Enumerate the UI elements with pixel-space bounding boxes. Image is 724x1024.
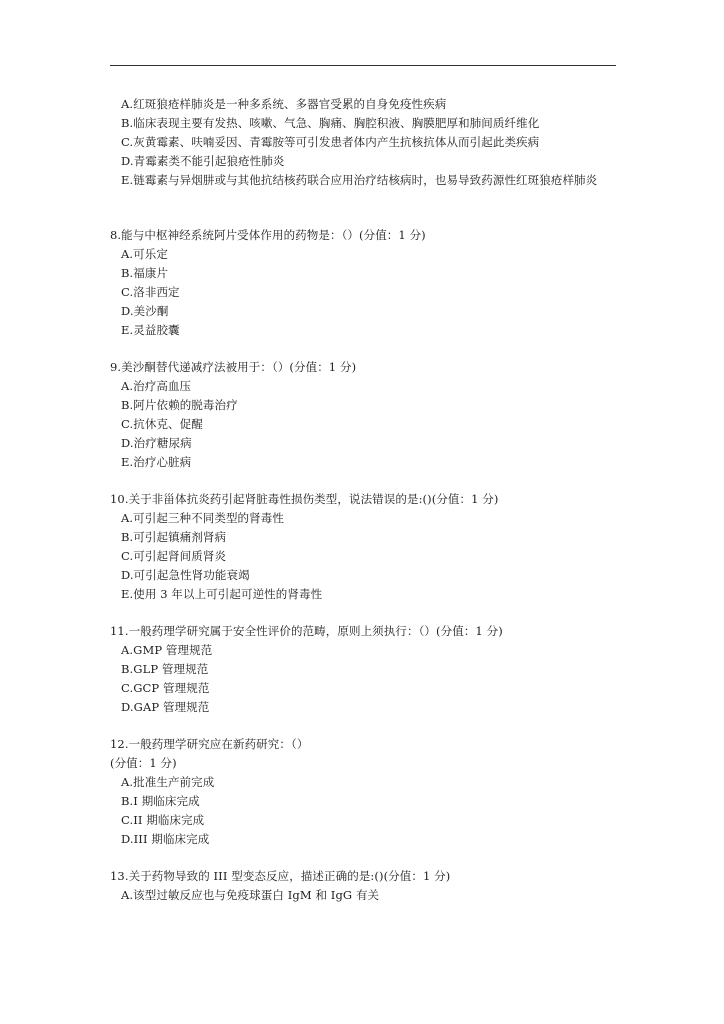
option-a: A.GMP 管理规范 <box>121 643 213 657</box>
option-e: E.使用 3 年以上可引起可逆性的肾毒性 <box>121 587 323 601</box>
question-stem: 13.关于药物导致的 III 型变态反应，描述正确的是:()(分值：1 分) <box>110 869 451 883</box>
option-a: A.批准生产前完成 <box>121 775 215 789</box>
question-12 <box>110 735 620 849</box>
option-e: E.灵益胶囊 <box>121 323 180 337</box>
question-8 <box>110 226 620 340</box>
document-body <box>110 95 620 905</box>
question-10 <box>110 490 620 604</box>
option-c: C.灰黄霉素、呋喃妥因、青霉胺等可引发患者体内产生抗核抗体从而引起此类疾病 <box>121 135 540 149</box>
option-d: D.青霉素类不能引起狼疮性肺炎 <box>121 154 285 168</box>
question-score: (分值：1 分) <box>110 756 177 770</box>
option-c: C.洛非西定 <box>121 285 180 299</box>
option-a: A.治疗高血压 <box>121 379 192 393</box>
question-stem: 10.关于非甾体抗炎药引起肾脏毒性损伤类型，说法错误的是:()(分值：1 分) <box>110 492 499 506</box>
option-a: A.可乐定 <box>121 247 168 261</box>
option-b: B.I 期临床完成 <box>121 794 200 808</box>
question-9 <box>110 358 620 472</box>
option-d: D.GAP 管理规范 <box>121 700 210 714</box>
option-a: A.该型过敏反应也与免疫球蛋白 IgM 和 IgG 有关 <box>121 888 380 902</box>
option-c: C.II 期临床完成 <box>121 813 205 827</box>
option-a: A.红斑狼疮样肺炎是一种多系统、多器官受累的自身免疫性疾病 <box>121 97 447 111</box>
option-b: B.阿片依赖的脱毒治疗 <box>121 398 238 412</box>
option-b: B.临床表现主要有发热、咳嗽、气急、胸痛、胸腔积液、胸膜肥厚和肺间质纤维化 <box>121 116 540 130</box>
option-b: B.GLP 管理规范 <box>121 662 209 676</box>
question-stem: 12.一般药理学研究应在新药研究：（） <box>110 737 309 751</box>
option-b: B.福康片 <box>121 266 169 280</box>
option-c: C.GCP 管理规范 <box>121 681 210 695</box>
question-13 <box>110 867 620 905</box>
prev-question-options <box>110 95 620 190</box>
header-rule <box>110 65 616 66</box>
option-e: E.治疗心脏病 <box>121 455 192 469</box>
option-d: D.III 期临床完成 <box>121 832 210 846</box>
question-stem: 11.一般药理学研究属于安全性评价的范畴，原则上须执行：（）(分值：1 分) <box>110 624 503 638</box>
option-e-text: E.链霉素与异烟肼或与其他抗结核药联合应用治疗结核病时，也易导致药源性红斑狼疮样肺炎 <box>121 173 598 187</box>
option-c: C.可引起肾间质肾炎 <box>121 549 227 563</box>
option-d: D.可引起急性肾功能衰竭 <box>121 568 250 582</box>
option-d: D.治疗糖尿病 <box>121 436 192 450</box>
question-stem: 9.美沙酮替代递减疗法被用于：（）(分值：1 分) <box>110 360 357 374</box>
option-e <box>110 171 620 190</box>
option-b: B.可引起镇痛剂肾病 <box>121 530 227 544</box>
option-c: C.抗休克、促醒 <box>121 417 203 431</box>
option-a: A.可引起三种不同类型的肾毒性 <box>121 511 284 525</box>
option-d: D.美沙酮 <box>121 304 169 318</box>
question-11 <box>110 622 620 717</box>
question-stem: 8.能与中枢神经系统阿片受体作用的药物是：（）(分值：1 分) <box>110 228 426 242</box>
